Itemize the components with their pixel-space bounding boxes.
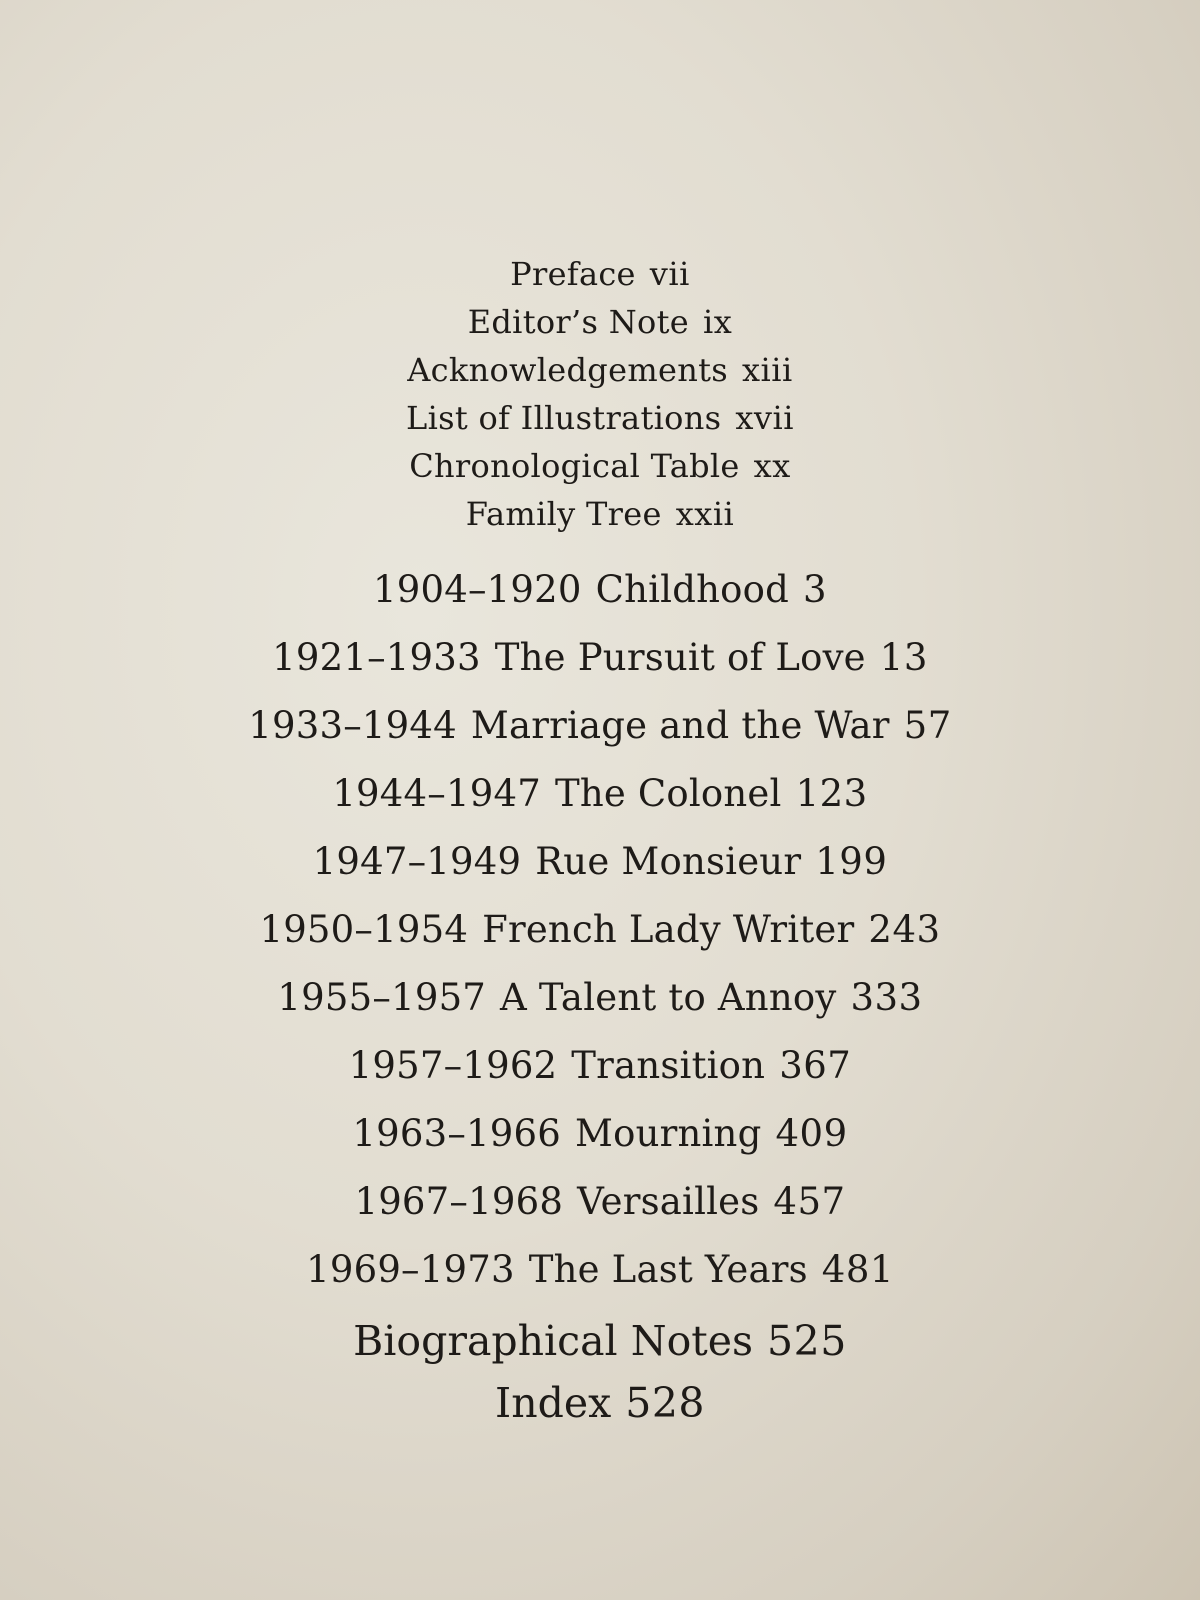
chapter-entry (0, 828, 1200, 896)
chapter-page: 199 (815, 840, 888, 883)
chapter-page: 243 (868, 908, 941, 951)
toc-entry-list-of-illustrations (0, 394, 1200, 442)
chapter-years: 1944–1947 (332, 772, 541, 815)
chapter-page: 457 (773, 1180, 846, 1223)
chapter-years: 1963–1966 (352, 1112, 562, 1155)
chapter-years: 1933–1944 (248, 704, 457, 747)
entry-title: Chronological Table (409, 447, 740, 485)
chapter-entry (0, 556, 1200, 624)
chapter-entry (0, 964, 1200, 1032)
entry-title: Preface (510, 255, 636, 293)
chapter-list (0, 556, 1200, 1304)
chapter-entry (0, 1236, 1200, 1304)
chapter-years: 1950–1954 (259, 908, 469, 951)
chapter-entry (0, 896, 1200, 964)
entry-page: vii (649, 255, 690, 293)
chapter-title: The Colonel (554, 772, 782, 815)
chapter-title: Marriage and the War (470, 704, 890, 747)
entry-page: xxii (675, 495, 735, 533)
chapter-years: 1969–1973 (306, 1248, 515, 1291)
chapter-title: The Pursuit of Love (494, 636, 866, 679)
chapter-title: Mourning (575, 1112, 762, 1155)
entry-page: ix (702, 303, 733, 341)
front-matter-list (0, 250, 1200, 538)
chapter-page: 481 (821, 1248, 894, 1291)
chapter-years: 1955–1957 (277, 976, 487, 1019)
chapter-title: Transition (571, 1044, 766, 1087)
chapter-page: 57 (903, 704, 952, 747)
entry-page: xx (753, 447, 791, 485)
chapter-page: 13 (879, 636, 928, 679)
chapter-page: 123 (795, 772, 868, 815)
entry-title: Editor’s Note (467, 303, 689, 341)
chapter-entry (0, 1032, 1200, 1100)
chapter-entry (0, 624, 1200, 692)
entry-page: 528 (625, 1379, 705, 1427)
chapter-page: 333 (850, 976, 923, 1019)
entry-page: xvii (735, 399, 794, 437)
chapter-years: 1967–1968 (354, 1180, 564, 1223)
toc-entry-chronological-table (0, 442, 1200, 490)
chapter-years: 1921–1933 (272, 636, 481, 679)
entry-page: 525 (767, 1317, 847, 1365)
entry-title: Index (495, 1379, 612, 1427)
chapter-entry (0, 692, 1200, 760)
chapter-page: 367 (779, 1044, 852, 1087)
chapter-title: French Lady Writer (482, 908, 855, 951)
chapter-entry (0, 1168, 1200, 1236)
chapter-entry (0, 760, 1200, 828)
entry-title: Acknowledgements (407, 351, 728, 389)
chapter-page: 3 (802, 568, 828, 611)
chapter-years: 1947–1949 (312, 840, 522, 883)
chapter-years: 1957–1962 (348, 1044, 558, 1087)
chapter-title: Rue Monsieur (535, 840, 802, 883)
toc-entry-biographical-notes (0, 1310, 1200, 1372)
chapter-title: Versailles (577, 1180, 760, 1223)
chapter-years: 1904–1920 (372, 568, 582, 611)
chapter-page: 409 (775, 1112, 848, 1155)
toc-entry-index (0, 1372, 1200, 1434)
entry-page: xiii (742, 351, 793, 389)
toc-entry-preface (0, 250, 1200, 298)
entry-title: Family Tree (465, 495, 662, 533)
table-of-contents (0, 250, 1200, 1434)
chapter-entry (0, 1100, 1200, 1168)
toc-entry-editors-note (0, 298, 1200, 346)
back-matter-list (0, 1310, 1200, 1434)
toc-entry-acknowledgements (0, 346, 1200, 394)
entry-title: List of Illustrations (406, 399, 722, 437)
entry-title: Biographical Notes (353, 1317, 754, 1365)
toc-entry-family-tree (0, 490, 1200, 538)
chapter-title: Childhood (595, 568, 789, 611)
chapter-title: A Talent to Annoy (500, 976, 837, 1019)
chapter-title: The Last Years (528, 1248, 808, 1291)
